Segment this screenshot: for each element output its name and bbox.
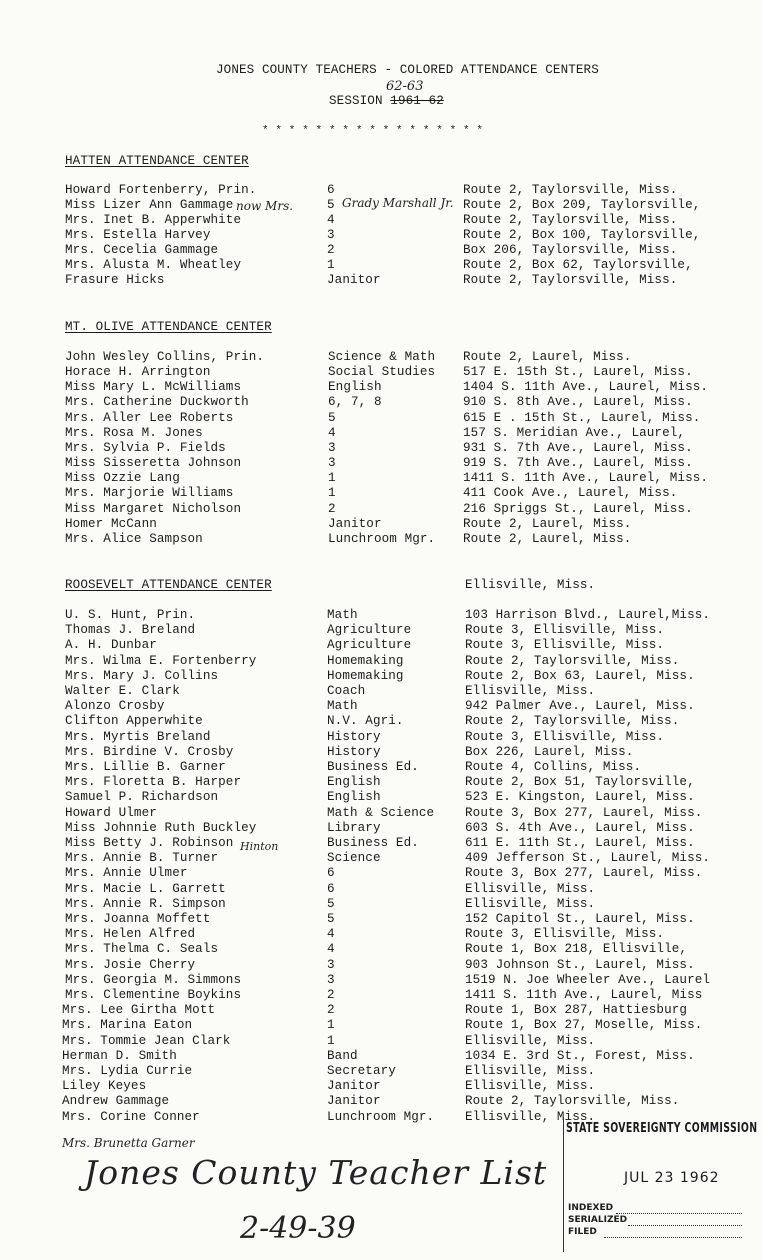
teacher-row xyxy=(0,714,763,730)
document-title: JONES COUNTY TEACHERS - COLORED ATTENDANCE CENTERS xyxy=(216,63,599,77)
teacher-row xyxy=(0,502,763,518)
teacher-row xyxy=(0,866,763,882)
teacher-address: Route 3, Ellisville, Miss. xyxy=(465,623,665,638)
teacher-subject: 4 xyxy=(327,927,335,942)
teacher-name: Mrs. Josie Cherry xyxy=(65,957,196,972)
teacher-subject: Business Ed. xyxy=(327,836,419,850)
teacher-subject: Math xyxy=(327,608,358,622)
teacher-name: Horace H. Arrington xyxy=(65,365,211,380)
session-line xyxy=(329,94,444,109)
teacher-row xyxy=(0,882,763,898)
teacher-address: Ellisville, Miss. xyxy=(465,1033,596,1048)
teacher-address: 103 Harrison Blvd., Laurel,Miss. xyxy=(465,608,711,622)
teacher-row xyxy=(0,745,763,761)
section-heading: ROOSEVELT ATTENDANCE CENTER xyxy=(65,578,272,592)
teacher-row xyxy=(0,638,763,654)
teacher-address: Ellisville, Miss. xyxy=(465,684,596,698)
teacher-name: Mrs. Inet B. Apperwhite xyxy=(65,213,242,227)
teacher-row xyxy=(0,213,763,229)
teacher-row xyxy=(0,912,763,928)
teacher-name: Mrs. Wilma E. Fortenberry xyxy=(65,653,257,668)
teacher-address: Ellisville, Miss. xyxy=(465,1109,596,1124)
teacher-subject: Janitor xyxy=(327,1094,381,1109)
teacher-address: 152 Capitol St., Laurel, Miss. xyxy=(465,912,695,926)
section-heading: HATTEN ATTENDANCE CENTER xyxy=(65,154,249,168)
teacher-name: Mrs. Mary J. Collins xyxy=(65,668,219,683)
teacher-name: Samuel P. Richardson xyxy=(65,790,219,805)
teacher-name: Howard Ulmer xyxy=(65,805,157,820)
teacher-address: 157 S. Meridian Ave., Laurel, xyxy=(463,425,686,440)
teacher-name: Mrs. Thelma C. Seals xyxy=(65,942,219,957)
teacher-row xyxy=(0,1018,763,1034)
teacher-subject: 4 xyxy=(327,942,335,957)
teacher-subject: 3 xyxy=(327,972,335,987)
teacher-row xyxy=(0,942,763,958)
teacher-address: Route 2, Box 63, Laurel, Miss. xyxy=(465,668,695,683)
file-number: 2-49-39 xyxy=(240,1211,356,1246)
teacher-address: Route 4, Collins, Miss. xyxy=(465,760,642,774)
teacher-address: Route 3, Box 277, Laurel, Miss. xyxy=(465,805,703,820)
bottom-handwritten-title: Jones County Teacher List xyxy=(84,1153,548,1192)
teacher-name: Mrs. Georgia M. Simmons xyxy=(65,972,242,987)
teacher-address: Box 206, Taylorsville, Miss. xyxy=(463,243,678,257)
teacher-row xyxy=(0,699,763,715)
teacher-name: Mrs. Aller Lee Roberts xyxy=(65,410,234,425)
teacher-name: Mrs. Annie Ulmer xyxy=(65,866,188,881)
teacher-address: 1034 E. 3rd St., Forest, Miss. xyxy=(465,1048,695,1063)
teacher-address: Route 3, Ellisville, Miss. xyxy=(465,927,665,942)
teacher-row xyxy=(0,1003,763,1019)
teacher-name: Frasure Hicks xyxy=(65,273,165,287)
gammage-note: now Mrs. xyxy=(236,199,294,213)
teacher-row xyxy=(0,365,763,381)
teacher-address: Route 1, Box 218, Ellisville, xyxy=(465,942,688,957)
session-handwritten: 62-63 xyxy=(386,79,424,94)
teacher-address: 615 E . 15th St., Laurel, Miss. xyxy=(463,410,701,425)
teacher-row xyxy=(0,851,763,867)
teacher-address: Route 1, Box 287, Hattiesburg xyxy=(465,1003,688,1018)
teacher-name: Mrs. Lee Girtha Mott xyxy=(62,1003,216,1018)
teacher-address: 1519 N. Joe Wheeler Ave., Laurel xyxy=(465,972,711,987)
teacher-subject: English xyxy=(327,790,381,805)
teacher-row xyxy=(0,1049,763,1065)
teacher-row xyxy=(0,806,763,822)
teacher-subject: Business Ed. xyxy=(327,760,419,774)
teacher-row xyxy=(0,532,763,548)
teacher-address: Route 2, Box 100, Taylorsville, xyxy=(463,228,701,242)
teacher-subject: 5 xyxy=(327,896,335,911)
teacher-name: Mrs. Sylvia P. Fields xyxy=(65,440,226,455)
gammage-married-name: Grady Marshall Jr. xyxy=(342,196,454,210)
teacher-subject: 1 xyxy=(327,1033,335,1048)
teacher-subject: 2 xyxy=(328,501,336,516)
teacher-row xyxy=(0,517,763,533)
teacher-name: Miss Margaret Nicholson xyxy=(65,501,242,516)
teacher-subject: 3 xyxy=(328,456,336,471)
stamp-filed: FILED xyxy=(568,1227,597,1237)
teacher-row xyxy=(0,471,763,487)
teacher-row xyxy=(0,486,763,502)
teacher-subject: Science & Math xyxy=(328,350,436,364)
teacher-name: Andrew Gammage xyxy=(62,1094,170,1109)
teacher-subject: 1 xyxy=(327,258,335,272)
teacher-row xyxy=(0,958,763,974)
teacher-subject: Social Studies xyxy=(328,365,436,380)
teacher-subject: Math & Science xyxy=(327,805,435,820)
teacher-row xyxy=(0,897,763,913)
teacher-row xyxy=(0,790,763,806)
teacher-name: Mrs. Helen Alfred xyxy=(65,927,196,942)
teacher-subject: 5 xyxy=(327,198,335,212)
teacher-row xyxy=(0,1079,763,1095)
divider-stars: * * * * * * * * * * * * * * * * * xyxy=(262,125,484,137)
teacher-address: 409 Jefferson St., Laurel, Miss. xyxy=(465,851,711,866)
teacher-row xyxy=(0,775,763,791)
sovereignty-commission-stamp xyxy=(563,1117,758,1252)
teacher-address: Route 2, Taylorsville, Miss. xyxy=(465,714,680,729)
robinson-note: Hinton xyxy=(240,840,279,853)
teacher-row xyxy=(0,456,763,472)
teacher-address: Ellisville, Miss. xyxy=(465,1064,596,1078)
teacher-row xyxy=(0,1094,763,1110)
teacher-subject: Homemaking xyxy=(327,653,404,668)
teacher-name: Mrs. Lillie B. Garner xyxy=(65,760,226,774)
teacher-row xyxy=(0,243,763,259)
teacher-subject: 6, 7, 8 xyxy=(328,395,382,410)
teacher-subject: History xyxy=(327,744,381,759)
teacher-address: 931 S. 7th Ave., Laurel, Miss. xyxy=(463,440,693,455)
teacher-row xyxy=(0,669,763,685)
teacher-subject: Homemaking xyxy=(327,668,404,683)
teacher-row xyxy=(0,608,763,624)
teacher-subject: Band xyxy=(327,1048,358,1063)
teacher-row xyxy=(0,927,763,943)
section-location: Ellisville, Miss. xyxy=(465,578,596,592)
teacher-address: Ellisville, Miss. xyxy=(465,881,596,896)
section-heading: MT. OLIVE ATTENDANCE CENTER xyxy=(65,320,272,334)
teacher-subject: English xyxy=(328,380,382,395)
teacher-name: Howard Fortenberry, Prin. xyxy=(65,183,257,197)
teacher-name: Mrs. Tommie Jean Clark xyxy=(62,1033,231,1048)
teacher-address: Route 3, Ellisville, Miss. xyxy=(465,638,665,653)
teacher-name: Miss Betty J. Robinson xyxy=(65,836,234,850)
teacher-subject: 1 xyxy=(328,486,336,501)
teacher-address: 603 S. 4th Ave., Laurel, Miss. xyxy=(465,820,695,835)
teacher-address: 919 S. 7th Ave., Laurel, Miss. xyxy=(463,456,693,471)
teacher-address: 1411 S. 11th Ave., Laurel, Miss. xyxy=(463,471,709,486)
teacher-subject: 2 xyxy=(327,988,335,1002)
teacher-address: Route 2, Laurel, Miss. xyxy=(463,350,632,364)
teacher-name: Mrs. Marjorie Williams xyxy=(65,486,234,501)
teacher-row xyxy=(0,273,763,289)
teacher-subject: 3 xyxy=(327,957,335,972)
teacher-subject: 1 xyxy=(327,1018,335,1033)
teacher-address: Route 1, Box 27, Moselle, Miss. xyxy=(465,1018,703,1033)
teacher-row xyxy=(0,411,763,427)
teacher-subject: Coach xyxy=(327,684,366,698)
teacher-name: Mrs. Alusta M. Wheatley xyxy=(65,258,242,272)
teacher-subject: Math xyxy=(327,699,358,714)
teacher-row xyxy=(0,623,763,639)
teacher-address: Route 3, Ellisville, Miss. xyxy=(465,729,665,744)
teacher-name: Mrs. Macie L. Garrett xyxy=(65,881,226,896)
teacher-name: Mrs. Clementine Boykins xyxy=(65,988,242,1002)
teacher-subject: N.V. Agri. xyxy=(327,714,404,729)
teacher-subject: Janitor xyxy=(327,273,381,287)
teacher-row xyxy=(0,654,763,670)
teacher-row xyxy=(0,684,763,700)
teacher-address: 517 E. 15th St., Laurel, Miss. xyxy=(463,365,693,380)
teacher-row xyxy=(0,730,763,746)
teacher-address: Route 2, Taylorsville, Miss. xyxy=(463,213,678,227)
teacher-name: Mrs. Estella Harvey xyxy=(65,228,211,242)
teacher-subject: 6 xyxy=(327,866,335,881)
teacher-address: Route 2, Laurel, Miss. xyxy=(463,531,632,546)
teacher-name: Mrs. Alice Sampson xyxy=(65,531,203,546)
teacher-subject: 5 xyxy=(327,912,335,926)
teacher-row xyxy=(0,836,763,852)
teacher-address: Route 2, Box 62, Taylorsville, xyxy=(463,258,693,272)
teacher-name: Thomas J. Breland xyxy=(65,623,196,638)
teacher-name: Miss Sisseretta Johnson xyxy=(65,456,242,471)
teacher-row xyxy=(0,395,763,411)
teacher-name: Miss Johnnie Ruth Buckley xyxy=(65,820,257,835)
teacher-address: 411 Cook Ave., Laurel, Miss. xyxy=(463,486,678,501)
teacher-name: U. S. Hunt, Prin. xyxy=(65,608,196,622)
teacher-name: Mrs. Lydia Currie xyxy=(62,1064,193,1078)
teacher-subject: Lunchroom Mgr. xyxy=(327,1109,435,1124)
teacher-address: 1404 S. 11th Ave., Laurel, Miss. xyxy=(463,380,709,395)
teacher-name: Clifton Apperwhite xyxy=(65,714,203,729)
teacher-address: 942 Palmer Ave., Laurel, Miss. xyxy=(465,699,695,714)
teacher-subject: 4 xyxy=(327,213,335,227)
teacher-name: Liley Keyes xyxy=(62,1079,147,1094)
teacher-row xyxy=(0,1034,763,1050)
teacher-name: John Wesley Collins, Prin. xyxy=(65,350,265,364)
teacher-subject: 4 xyxy=(328,425,336,440)
teacher-row xyxy=(0,426,763,442)
teacher-row xyxy=(0,760,763,776)
teacher-address: Route 2, Box 209, Taylorsville, xyxy=(463,198,701,212)
stamp-title: STATE SOVEREIGNTY COMMISSION xyxy=(566,1121,758,1136)
teacher-address: 611 E. 11th St., Laurel, Miss. xyxy=(465,836,695,850)
teacher-address: 910 S. 8th Ave., Laurel, Miss. xyxy=(463,395,693,410)
teacher-subject: Science xyxy=(327,851,381,866)
teacher-subject: 3 xyxy=(328,440,336,455)
teacher-row xyxy=(0,441,763,457)
teacher-address: Route 2, Box 51, Taylorsville, xyxy=(465,775,695,790)
teacher-subject: Janitor xyxy=(327,1079,381,1094)
teacher-address: 903 Johnson St., Laurel, Miss. xyxy=(465,957,695,972)
teacher-name: Mrs. Catherine Duckworth xyxy=(65,395,249,410)
teacher-subject: 6 xyxy=(327,183,335,197)
teacher-name: Mrs. Marina Eaton xyxy=(62,1018,193,1033)
teacher-subject: Agriculture xyxy=(327,623,412,638)
teacher-subject: Library xyxy=(327,820,381,835)
teacher-subject: 2 xyxy=(327,1003,335,1018)
teacher-name: A. H. Dunbar xyxy=(65,638,157,653)
teacher-name: Miss Ozzie Lang xyxy=(65,471,180,486)
stamp-indexed: INDEXED xyxy=(568,1203,614,1213)
teacher-subject: 1 xyxy=(328,471,336,486)
teacher-name: Mrs. Cecelia Gammage xyxy=(65,243,219,257)
teacher-name: Alonzo Crosby xyxy=(65,699,165,714)
teacher-subject: History xyxy=(327,729,381,744)
teacher-name: Mrs. Myrtis Breland xyxy=(65,729,211,744)
teacher-subject: Janitor xyxy=(328,516,382,531)
teacher-name: Mrs. Corine Conner xyxy=(62,1109,200,1124)
teacher-name: Mrs. Annie B. Turner xyxy=(65,851,219,866)
teacher-row xyxy=(0,821,763,837)
teacher-subject: 6 xyxy=(327,881,335,896)
teacher-row xyxy=(0,350,763,366)
teacher-name: Mrs. Birdine V. Crosby xyxy=(65,744,234,759)
teacher-address: Route 2, Taylorsville, Miss. xyxy=(463,273,678,287)
teacher-row xyxy=(0,228,763,244)
teacher-subject: English xyxy=(327,775,381,790)
teacher-subject: 2 xyxy=(327,243,335,257)
teacher-name: Mrs. Rosa M. Jones xyxy=(65,425,203,440)
teacher-address: 216 Spriggs St., Laurel, Miss. xyxy=(463,501,693,516)
teacher-name: Homer McCann xyxy=(65,516,157,531)
teacher-address: 1411 S. 11th Ave., Laurel, Miss xyxy=(465,988,703,1002)
teacher-row xyxy=(0,258,763,274)
teacher-address: Route 2, Taylorsville, Miss. xyxy=(463,183,678,197)
teacher-address: Route 2, Laurel, Miss. xyxy=(463,516,632,531)
teacher-subject: 3 xyxy=(327,228,335,242)
teacher-name: Walter E. Clark xyxy=(65,684,180,698)
teacher-name: Miss Lizer Ann Gammage xyxy=(65,198,234,212)
bottom-handwritten-name: Mrs. Brunetta Garner xyxy=(62,1136,195,1150)
teacher-row xyxy=(0,1064,763,1080)
session-struck: 1961-62 xyxy=(390,94,444,108)
teacher-subject: Lunchroom Mgr. xyxy=(328,531,436,546)
teacher-name: Mrs. Floretta B. Harper xyxy=(65,775,242,790)
teacher-address: Box 226, Laurel, Miss. xyxy=(465,744,634,759)
teacher-row xyxy=(0,988,763,1004)
teacher-subject: 5 xyxy=(328,410,336,425)
teacher-address: Route 2, Taylorsville, Miss. xyxy=(465,653,680,668)
teacher-address: Route 2, Taylorsville, Miss. xyxy=(465,1094,680,1109)
teacher-name: Mrs. Joanna Moffett xyxy=(65,912,211,926)
teacher-address: Ellisville, Miss. xyxy=(465,896,596,911)
teacher-subject: Secretary xyxy=(327,1064,396,1078)
stamp-date: JUL 23 1962 xyxy=(624,1170,720,1186)
teacher-name: Mrs. Annie R. Simpson xyxy=(65,896,226,911)
session-label: SESSION xyxy=(329,94,383,108)
teacher-address: Ellisville, Miss. xyxy=(465,1079,596,1094)
teacher-address: Route 3, Box 277, Laurel, Miss. xyxy=(465,866,703,881)
stamp-serialized: SERIALIZED xyxy=(568,1215,628,1225)
teacher-subject: Agriculture xyxy=(327,638,412,653)
teacher-address: 523 E. Kingston, Laurel, Miss. xyxy=(465,790,695,805)
teacher-name: Miss Mary L. McWilliams xyxy=(65,380,242,395)
teacher-row xyxy=(0,380,763,396)
teacher-name: Herman D. Smith xyxy=(62,1048,177,1063)
teacher-row xyxy=(0,973,763,989)
